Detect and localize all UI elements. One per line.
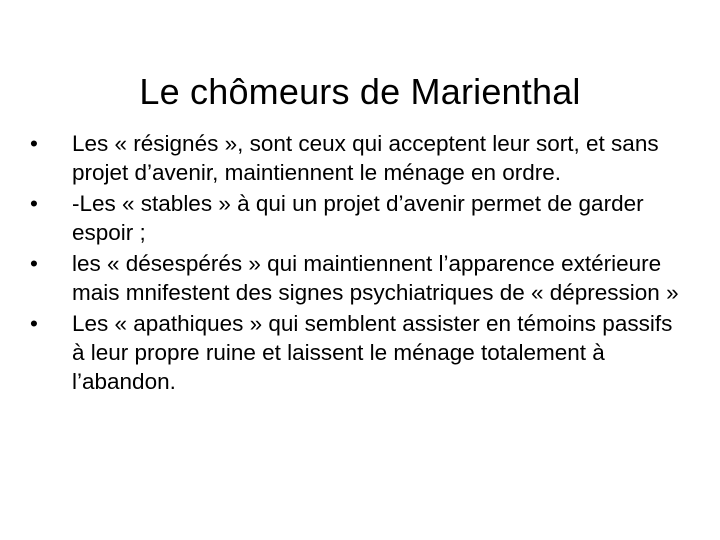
bullet-dot-icon: •	[30, 311, 38, 336]
bullet-item	[30, 189, 680, 247]
slide-title: Le chômeurs de Marienthal	[139, 71, 581, 113]
bullet-text: -Les « stables » à qui un projet d’avenir permet de garder espoir ;	[72, 191, 644, 245]
bullet-dot-icon: •	[30, 131, 38, 156]
bullet-text: Les « résignés », sont ceux qui acceptent leur sort, et sans projet d’avenir, maintiennent le ménage en ordre.	[72, 131, 659, 185]
bullet-list	[30, 129, 680, 398]
bullet-dot-icon: •	[30, 191, 38, 216]
bullet-item	[30, 309, 680, 396]
bullet-text: Les « apathiques » qui semblent assister en témoins passifs à leur propre ruine et laissent le ménage totalement à l’abandon.	[72, 311, 673, 394]
bullet-item	[30, 249, 680, 307]
bullet-dot-icon: •	[30, 251, 38, 276]
bullet-text: les « désespérés » qui maintiennent l’apparence extérieure mais mnifestent des signes psychiatriques de « dépression »	[72, 251, 679, 305]
bullet-item	[30, 129, 680, 187]
